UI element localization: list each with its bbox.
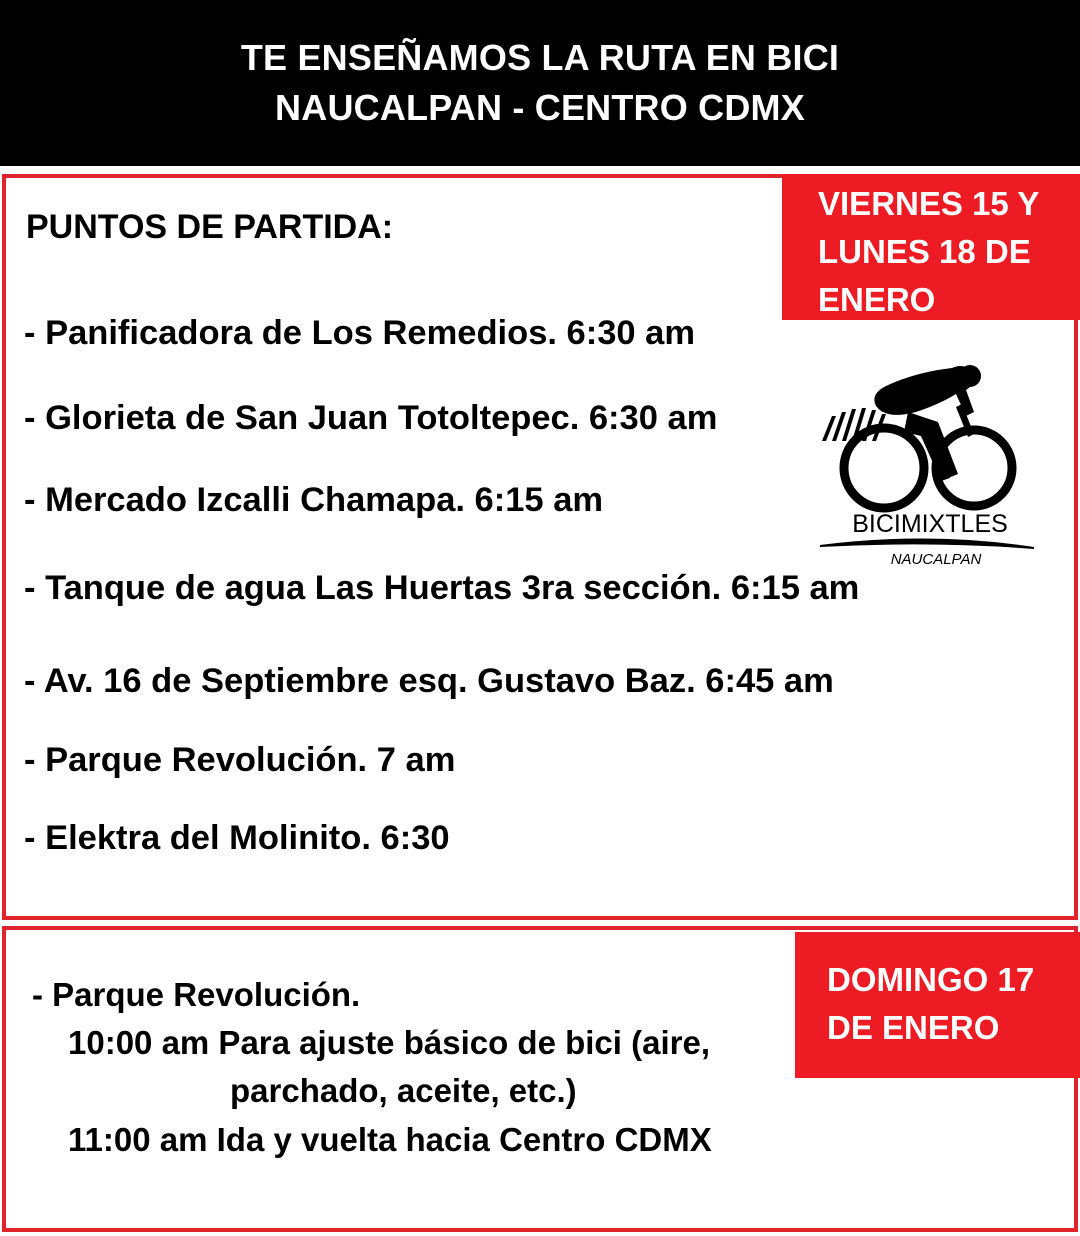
- departure-point: - Tanque de agua Las Huertas 3ra sección. 6:15 am: [24, 569, 860, 607]
- departure-point: - Glorieta de San Juan Totoltepec. 6:30 am: [24, 399, 718, 437]
- weekday-date-line2: LUNES 18 DE: [818, 233, 1031, 270]
- logo-name: BICIMIXTLES: [852, 510, 1008, 538]
- cyclist-icon: [822, 365, 1012, 508]
- section-title: PUNTOS DE PARTIDA:: [26, 208, 394, 246]
- sunday-place: - Parque Revolución.: [32, 976, 361, 1013]
- sunday-date-line2: DE ENERO: [827, 1009, 1000, 1046]
- sunday-date-line1: DOMINGO 17: [827, 961, 1035, 998]
- departure-point: - Mercado Izcalli Chamapa. 6:15 am: [24, 481, 604, 519]
- sunday-activity-1-cont: parchado, aceite, etc.): [230, 1072, 577, 1109]
- departure-point: - Panificadora de Los Remedios. 6:30 am: [24, 314, 696, 352]
- logo-subtitle: NAUCALPAN: [890, 551, 982, 568]
- header-title-line1: TE ENSEÑAMOS LA RUTA EN BICI: [240, 37, 840, 78]
- sunday-activity-2: 11:00 am Ida y vuelta hacia Centro CDMX: [68, 1121, 712, 1158]
- departure-point: - Parque Revolución. 7 am: [24, 741, 456, 779]
- sunday-activity-1: 10:00 am Para ajuste básico de bici (aire,: [68, 1024, 710, 1061]
- weekday-date-line1: VIERNES 15 Y: [818, 185, 1040, 222]
- header-banner: [0, 0, 1080, 166]
- sunday-date-tag: [795, 932, 1080, 1078]
- departure-point: - Elektra del Molinito. 6:30: [24, 819, 450, 857]
- departure-point: - Av. 16 de Septiembre esq. Gustavo Baz. 6:45 am: [24, 662, 834, 700]
- weekday-date-line3: ENERO: [818, 281, 936, 318]
- bicimixtles-logo: [812, 356, 1042, 571]
- weekday-date-tag: [782, 174, 1080, 320]
- header-title-line2: NAUCALPAN - CENTRO CDMX: [275, 87, 805, 128]
